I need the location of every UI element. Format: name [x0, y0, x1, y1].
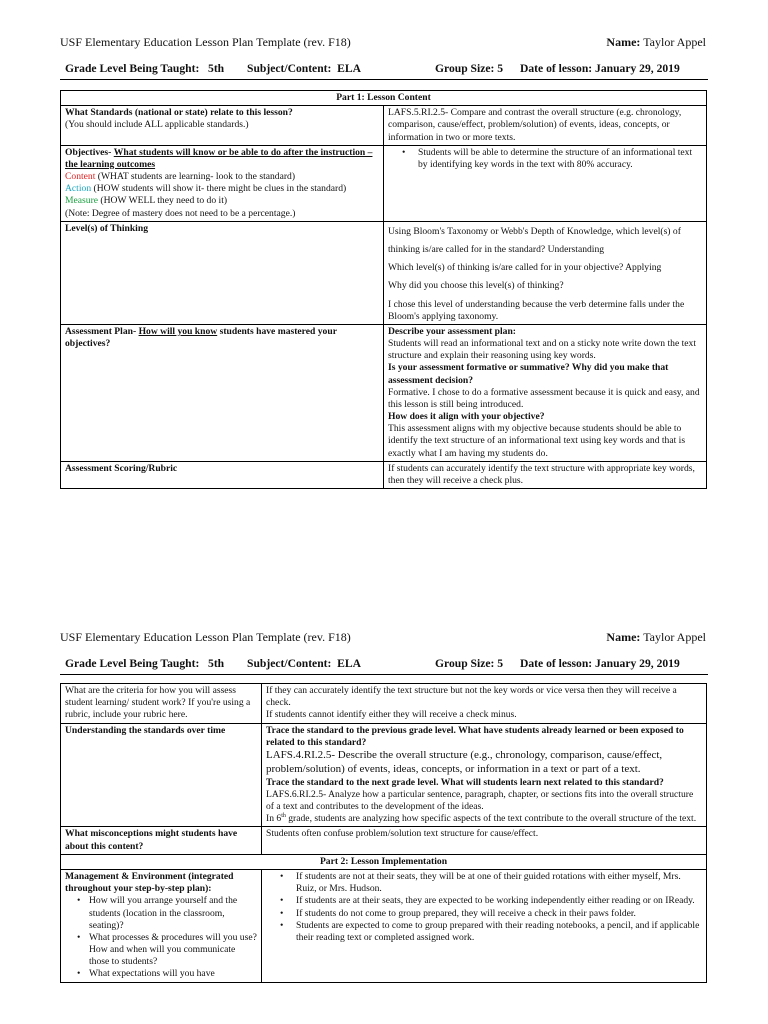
understanding-row [61, 723, 707, 827]
part2-title: Part 2: Lesson Implementation [61, 854, 707, 869]
misconceptions-question: What misconceptions might students have about this content? [61, 827, 262, 854]
objective-item: • Students will be able to determine the structure of an informational text by identifying key words in the text with 80% accuracy. [388, 147, 702, 171]
group-size-2: Group Size: 5 [435, 657, 504, 670]
action-label: Action [65, 183, 92, 195]
rubric-row [61, 461, 707, 488]
part2-title-row [61, 854, 707, 869]
management-label: Management & Environment (integrated throughout your step-by-step plan): [65, 871, 234, 895]
assessment-question [61, 324, 384, 461]
management-sub-item: • How will you arrange yourself and the students (location in the classroom, seating)? [73, 895, 257, 932]
trace-previous-text: LAFS.4.RI.2.5- Describe the overall structure (e.g., chronology, comparison, cause/effect, problem/solution) of events, ideas, concepts, or information in a text or part of a text. [266, 748, 663, 775]
levels-row [61, 221, 707, 324]
assessment-prompt: How will you know [138, 325, 218, 337]
standards-answer: LAFS.5.RI.2.5- Compare and contrast the overall structure (e.g. chronology, comparison, cause/effect, problem/solution) of events, ideas, concepts, or information in two or more texts. [384, 106, 707, 146]
management-row [61, 870, 707, 983]
page2-header [60, 630, 708, 645]
standards-question-text: What Standards (national or state) relate to this lesson? [65, 107, 293, 119]
assessment-heading-2: Is your assessment formative or summative? Why did you make that assessment decision? [388, 362, 669, 386]
template-title: USF Elementary Education Lesson Plan Template (rev. F18) [60, 35, 351, 49]
management-item: • If students are at their seats, they are expected to be working independently either reading or on IReady. [266, 895, 702, 907]
name-field: Name: Taylor Appel [606, 35, 706, 49]
template-title-2: USF Elementary Education Lesson Plan Template (rev. F18) [60, 630, 351, 644]
levels-answer [384, 221, 707, 324]
assessment-label: Assessment Plan- [65, 325, 137, 337]
misconceptions-answer: Students often confuse problem/solution text structure for cause/effect. [262, 827, 707, 854]
objectives-answer [384, 145, 707, 221]
assessment-text-2: Formative. I chose to do a formative assessment because it is quick and easy, and this lesson is still being introduced. [388, 386, 700, 410]
levels-answer-3: Why did you choose this level(s) of thinking? [388, 280, 564, 292]
objectives-row [61, 145, 707, 221]
understanding-question: Understanding the standards over time [61, 723, 262, 827]
group-size: Group Size: 5 [435, 62, 504, 75]
levels-answer-1: Using Bloom's Taxonomy or Webb's Depth of Knowledge, which level(s) of thinking is/are called for in the standard? Understanding [388, 225, 681, 255]
management-sub-item: • What expectations will you have [73, 968, 257, 980]
assessment-heading-3: How does it align with your objective? [388, 411, 545, 423]
page2-subheader [60, 657, 708, 675]
name-field-2: Name: Taylor Appel [606, 630, 706, 644]
criteria-question: What are the criteria for how you will assess student learning/ student work? If you're using a rubric, include your rubric here. [61, 684, 262, 724]
trace-previous-heading: Trace the standard to the previous grade level. What have students already learned or been exposed to related to this standard? [266, 724, 684, 748]
measure-label: Measure [65, 195, 99, 207]
objectives-question [61, 145, 384, 221]
part1-title-row [61, 91, 707, 106]
page1-subheader [60, 62, 708, 80]
criteria-answer [262, 684, 707, 724]
assessment-text-1: Students will read an informational text and on a sticky note write down the text structure and explain their reasoning using key words. [388, 338, 696, 362]
levels-answer-4: I chose this level of understanding because the verb determine falls under the Bloom's applying taxonomy. [388, 298, 685, 322]
misconceptions-row [61, 827, 707, 854]
grade-level: Grade Level Being Taught: 5th [65, 62, 225, 75]
lesson-date-2: Date of lesson: January 29, 2019 [520, 657, 680, 670]
assessment-row [61, 324, 707, 461]
management-item: • Students are expected to come to group prepared with their reading notebooks, a pencil, and if applicable their reading text or completed assigned work. [266, 920, 702, 944]
understanding-answer [262, 723, 707, 827]
measure-text: (HOW WELL they need to do it) [98, 195, 228, 207]
sixth-grade-note: In 6th grade, students are analyzing how specific aspects of the text contribute to the overall structure of the text. [266, 813, 697, 825]
criteria-row [61, 684, 707, 724]
standards-row [61, 106, 707, 146]
content-label: Content [65, 171, 96, 183]
subject-content: Subject/Content: ELA [247, 62, 362, 75]
assessment-text-3: This assessment aligns with my objective because students should be able to identify the text structure of an informational text using key words and that is exactly what I am having my students do. [388, 423, 686, 459]
management-answer [262, 870, 707, 983]
standards-question [61, 106, 384, 146]
assessment-prompt-rest: students have mastered your objectives? [65, 325, 337, 350]
objectives-prompt: What students will know or be able to do after the instruction – the learning outcomes [65, 146, 373, 170]
rubric-question: Assessment Scoring/Rubric [61, 461, 384, 488]
objectives-label: Objectives- [65, 146, 112, 158]
grade-level-2: Grade Level Being Taught: 5th [65, 657, 225, 670]
trace-next-text: LAFS.6.RI.2.5- Analyze how a particular sentence, paragraph, chapter, or sections fits into the overall structure of a text and contributes to the development of the ideas. [266, 788, 694, 813]
management-item: • If students are not at their seats, they will be at one of their guided rotations with either myself, Mrs. Ruiz, or Mrs. Hudson. [266, 871, 702, 895]
levels-question: Level(s) of Thinking [61, 221, 384, 324]
action-text: (HOW students will show it- there might be clues in the standard) [91, 183, 347, 195]
lesson-date: Date of lesson: January 29, 2019 [520, 62, 680, 75]
trace-next-heading: Trace the standard to the next grade level. What will students learn next related to this standard? [266, 776, 664, 788]
part1-title: Part 1: Lesson Content [61, 91, 707, 106]
management-sub-item: • What processes & procedures will you use? How and when will you communicate those to students? [73, 932, 257, 969]
criteria-answer-1: If they can accurately identify the text structure but not the key words or vice versa then they will receive a check. [266, 685, 677, 709]
subject-content-2: Subject/Content: ELA [247, 657, 362, 670]
management-question [61, 870, 262, 983]
rubric-answer: If students can accurately identify the text structure with appropriate key words, then they will receive a check plus. [384, 461, 707, 488]
mastery-note: (Note: Degree of mastery does not need to be a percentage.) [65, 207, 296, 219]
levels-answer-2: Which level(s) of thinking is/are called for in your objective? Applying [388, 262, 662, 274]
content-text: (WHAT students are learning- look to the standard) [95, 171, 296, 183]
criteria-answer-2: If students cannot identify either they will receive a check minus. [266, 709, 517, 721]
standards-note: (You should include ALL applicable standards.) [65, 119, 249, 131]
assessment-heading-1: Describe your assessment plan: [388, 325, 517, 337]
assessment-answer [384, 324, 707, 461]
lesson-content-table [60, 90, 707, 489]
management-item: • If students do not come to group prepared, they will receive a check in their paws folder. [266, 908, 702, 920]
lesson-continued-table [60, 683, 707, 983]
page1-header [60, 35, 708, 50]
